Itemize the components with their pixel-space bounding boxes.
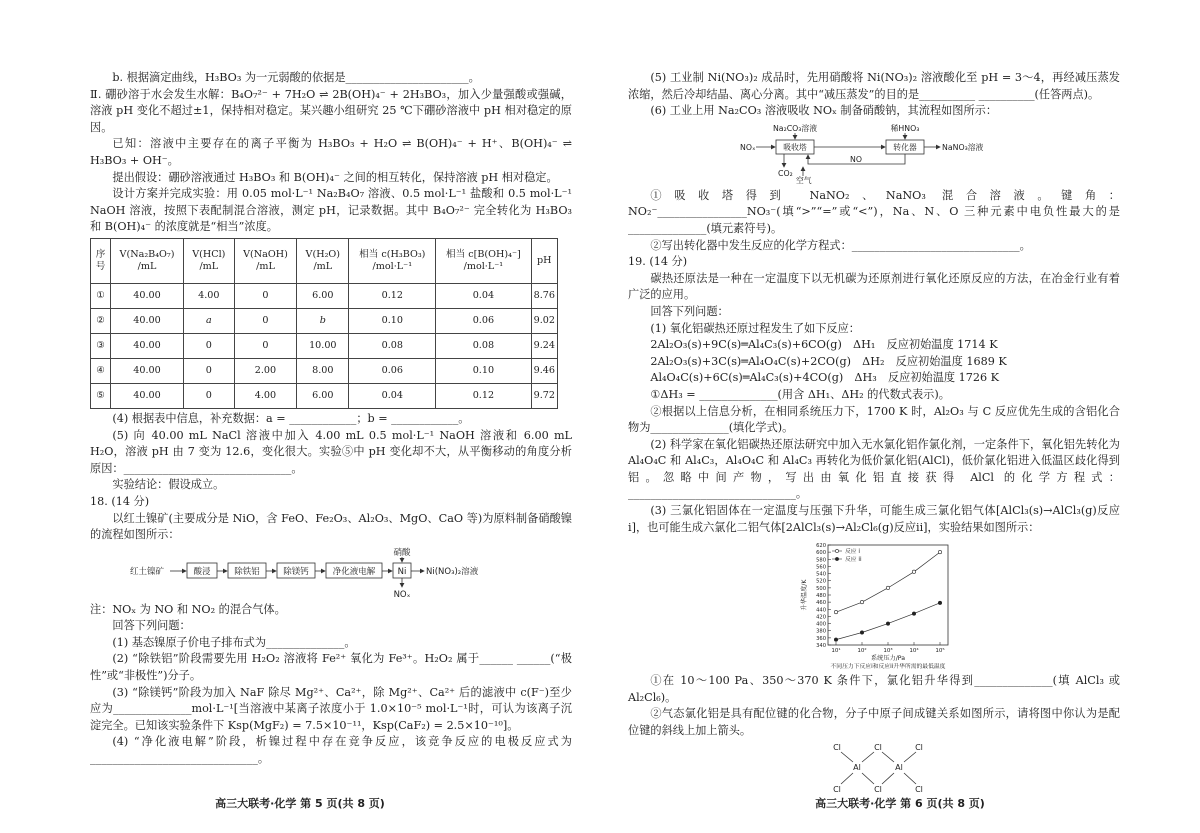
table-header: 序号 xyxy=(91,238,111,283)
footer-left: 高三大联考·化学 第 5 页(共 8 页) xyxy=(215,797,385,810)
data-point xyxy=(912,612,915,615)
table-cell: 40.00 xyxy=(111,358,184,383)
atom-cl: Cl xyxy=(833,742,841,752)
flow-box2-top-label: 稀HNO₃ xyxy=(890,123,920,133)
table-row xyxy=(91,308,558,333)
table-cell: 0.04 xyxy=(436,283,531,308)
y-tick-label: 460 xyxy=(816,600,826,607)
table-header: V(NaOH) /mL xyxy=(234,238,296,283)
table-header: pH xyxy=(531,238,557,283)
left-q4: (4) 根据表中信息，补充数据：a = ____________；b = ____________。 xyxy=(112,411,470,425)
left-note: 注：NOₓ 为 NO 和 NO₂ 的混合气体。 xyxy=(90,602,286,616)
left-answer-intro: 回答下列问题： xyxy=(112,619,191,633)
left-q5: (5) 向 40.00 mL NaCl 溶液中加入 4.00 mL 0.5 mol·L⁻¹ NaOH 溶液和 6.00 mL H₂O，溶液 pH 由 7 变为 12.6，变化很大。实验⑤中 pH 变化却不大，从平衡移动的角度分析原因：______________________________。 xyxy=(90,428,572,475)
flow-step: 净化液电解 xyxy=(332,566,376,577)
x-tick-label: 10⁵ xyxy=(935,648,945,655)
table-row xyxy=(91,333,558,358)
flow-top-label: 硝酸 xyxy=(393,547,411,558)
table-cell: 4.00 xyxy=(234,383,296,408)
y-axis-label: 升华温度/K xyxy=(801,579,808,611)
table-header: V(HCl) /mL xyxy=(183,238,234,283)
y-tick-label: 380 xyxy=(816,628,826,635)
legend-label: 反应 i xyxy=(845,549,861,556)
right-q19-1-1: ①ΔH₃ = ______________(用含 ΔH₁、ΔH₂ 的代数式表示)。 xyxy=(650,387,950,401)
right-q18-6-2: ②写出转化器中发生反应的化学方程式：______________________________。 xyxy=(650,238,1031,252)
table-cell: 40.00 xyxy=(111,283,184,308)
x-tick-label: 10³ xyxy=(883,648,893,655)
table-cell: a xyxy=(183,308,234,333)
table-row xyxy=(91,358,558,383)
table-cell: 2.00 xyxy=(234,358,296,383)
sublimation-chart-wrap xyxy=(628,539,1120,673)
table-cell: 40.00 xyxy=(111,383,184,408)
data-point xyxy=(938,601,941,604)
left-q18-2: (2) “除铁铝”阶段需要先用 H₂O₂ 溶液将 Fe²⁺ 氧化为 Fe³⁺。H₂O₂ 属于______ ______(“极性”或“非极性”)分子。 xyxy=(90,652,572,683)
table-cell: b xyxy=(297,308,349,333)
nitrate-flowchart xyxy=(628,123,1118,185)
atom-cl: Cl xyxy=(874,742,882,752)
flow-start-label: 红土镍矿 xyxy=(130,566,165,577)
y-tick-label: 520 xyxy=(816,578,826,585)
nickel-flowchart xyxy=(90,547,560,599)
flow-out-label: NaNO₃溶液 xyxy=(942,142,984,152)
equation-2: 2Al₂O₃(s)+3C(s)═Al₄O₄C(s)+2CO(g) ΔH₂ 反应初始温度 1689 K xyxy=(650,354,1007,368)
y-tick-label: 600 xyxy=(816,550,826,557)
left-line-4: 提出假设：硼砂溶液通过 H₃BO₃ 和 B(OH)₄⁻ 之间的相互转化，保持溶液 pH 相对稳定。 xyxy=(112,170,558,184)
y-tick-label: 420 xyxy=(816,614,826,621)
atom-cl: Cl xyxy=(915,784,923,794)
table-cell: 0.06 xyxy=(436,308,531,333)
table-cell: 0 xyxy=(183,333,234,358)
table-cell: 9.46 xyxy=(531,358,557,383)
table-cell: 0.08 xyxy=(349,333,436,358)
table-cell: 0 xyxy=(183,358,234,383)
y-tick-label: 400 xyxy=(816,621,826,628)
atom-cl: Cl xyxy=(915,742,923,752)
left-q18-4: (4) “净化液电解”阶段，析镍过程中存在竞争反应，该竞争反应的电极反应式为______________________________。 xyxy=(90,735,572,766)
left-q18-3: (3) “除镁钙”阶段为加入 NaF 除尽 Mg²⁺、Ca²⁺，除 Mg²⁺、Ca²⁺ 后的滤液中 c(F⁻)至少应为______________mol·L⁻¹[当溶液中某离子浓度小于 1.0×10⁻⁵ mol·L⁻¹时，可认为该离子沉淀完全。已知该实验条件下 Ksp(MgF₂) = 7.5×10⁻¹¹，Ksp(CaF₂) = 2.5×10⁻¹⁰]。 xyxy=(90,685,572,732)
data-point xyxy=(886,622,889,625)
atom-cl: Cl xyxy=(833,784,841,794)
right-q19-1-2: ②根据以上信息分析，在相同系统压力下，1700 K 时，Al₂O₃ 与 C 反应优先生成的含铝化合物为______________(填化学式)。 xyxy=(628,404,1120,435)
x-tick-label: 10¹ xyxy=(831,648,841,655)
flow-end-label: Ni(NO₃)₂溶液 xyxy=(426,566,479,577)
right-q18-6: (6) 工业上用 Na₂CO₃ 溶液吸收 NOₓ 制备硝酸钠，其流程如图所示： xyxy=(650,104,998,118)
x-tick-label: 10² xyxy=(857,648,867,655)
atom-al: Al xyxy=(895,762,903,772)
data-point xyxy=(860,601,863,604)
question-19-heading: 19. (14 分) xyxy=(628,255,688,269)
y-tick-label: 360 xyxy=(816,636,826,643)
series-line xyxy=(836,603,940,640)
x-axis-label: 系统压力/Pa xyxy=(870,655,906,663)
left-q18-1: (1) 基态镍原子价电子排布式为______________。 xyxy=(112,635,356,649)
table-cell: 9.02 xyxy=(531,308,557,333)
table-cell: 0.06 xyxy=(349,358,436,383)
right-q18-5: (5) 工业制 Ni(NO₃)₂ 成品时，先用硝酸将 Ni(NO₃)₂ 溶液酸化至 pH = 3～4，再经减压蒸发浓缩，然后冷却结晶、离心分离。其中“减压蒸发”的目的是__________ __________(任答两点)。 xyxy=(628,71,1120,101)
table-cell: 0 xyxy=(234,333,296,358)
table-cell: 0 xyxy=(183,383,234,408)
data-point xyxy=(860,631,863,634)
question-18-heading: 18. (14 分) xyxy=(90,494,150,508)
flow-bottom-label: NOₓ xyxy=(393,589,411,599)
table-cell: ① xyxy=(91,283,111,308)
table-cell: 0.04 xyxy=(349,383,436,408)
flow-box-absorber: 吸收塔 xyxy=(783,142,807,152)
flow-step: 除铁铝 xyxy=(234,566,260,577)
flow-loop-label: NO xyxy=(850,154,862,164)
table-cell: ② xyxy=(91,308,111,333)
data-point xyxy=(912,570,915,573)
flow-step: 除镁钙 xyxy=(283,566,309,577)
data-point xyxy=(938,551,941,554)
table-cell: 9.72 xyxy=(531,383,557,408)
y-tick-label: 580 xyxy=(816,557,826,564)
flow-box-converter: 转化器 xyxy=(893,142,917,152)
y-tick-label: 500 xyxy=(816,586,826,593)
page-right xyxy=(600,0,1200,833)
right-answer-intro: 回答下列问题： xyxy=(650,304,729,318)
table-header-row xyxy=(91,238,558,283)
legend-marker xyxy=(835,550,838,553)
left-line-2: Ⅱ. 硼砂溶于水会发生水解：B₄O₇²⁻ + 7H₂O ⇌ 2B(OH)₄⁻ + 2H₃BO₃，加入少量强酸或强碱，溶液 pH 变化不超过±1，保持相对稳定。某兴趣小组研究 25 ℃下硼砂溶液中 pH 相对稳定的原因。 xyxy=(90,87,572,134)
chart-caption: 不同压力下反应i和反应ii升华所需的最低温度 xyxy=(830,664,946,670)
legend-label: 反应 ii xyxy=(845,557,862,564)
right-q19-3-1: ①在 10～100 Pa、350～370 K 条件下，氯化铝升华得到______________(填 AlCl₃ 或 Al₂Cl₆)。 xyxy=(628,674,1120,704)
table-cell: 40.00 xyxy=(111,333,184,358)
left-line-3: 已知：溶液中主要存在的离子平衡为 H₃BO₃ + H₂O ⇌ B(OH)₄⁻ + H⁺、B(OH)₄⁻ ⇌ H₃BO₃ + OH⁻。 xyxy=(90,137,572,167)
table-cell: 0.08 xyxy=(436,333,531,358)
right-q19-3-2: ②气态氯化铝是具有配位键的化合物，分子中原子间成键关系如图所示，请将图中你认为是配位键的斜线上加上箭头。 xyxy=(628,707,1120,738)
flow-bottom-label-2: 空气 xyxy=(796,175,812,185)
flow-step: 酸浸 xyxy=(193,566,211,577)
y-tick-label: 540 xyxy=(816,571,826,578)
right-q19-3: (3) 三氯化铝固体在一定温度与压强下升华，可能生成三氯化铝气体[AlCl₃(s)→AlCl₃(g)反应i]，也可能生成六氯化二铝气体[2AlCl₃(s)→Al₂Cl₆(g)反应ii]，实验结果如图所示： xyxy=(628,504,1120,534)
flow-step: Ni xyxy=(397,566,407,577)
flow-in-label: NOₓ xyxy=(740,142,756,152)
table-header: V(H₂O) /mL xyxy=(297,238,349,283)
equation-1: 2Al₂O₃(s)+9C(s)═Al₄C₃(s)+6CO(g) ΔH₁ 反应初始温度 1714 K xyxy=(650,338,998,352)
footer-right: 高三大联考·化学 第 6 页(共 8 页) xyxy=(815,797,985,810)
table-cell: 0 xyxy=(234,283,296,308)
table-cell: 0.10 xyxy=(436,358,531,383)
flow-bottom-label-1: CO₂ xyxy=(778,168,793,178)
table-cell: 8.76 xyxy=(531,283,557,308)
question-19-intro: 碳热还原法是一种在一定温度下以无机碳为还原剂进行氧化还原反应的方法，在冶金行业有着广泛的应用。 xyxy=(628,271,1120,302)
table-cell: ⑤ xyxy=(91,383,111,408)
data-point xyxy=(834,611,837,614)
table-cell: ③ xyxy=(91,333,111,358)
y-tick-label: 560 xyxy=(816,564,826,571)
left-line-1: b. 根据滴定曲线，H₃BO₃ 为一元弱酸的依据是______________________。 xyxy=(112,71,480,84)
table-header: V(Na₂B₄O₇) /mL xyxy=(111,238,184,283)
y-tick-label: 440 xyxy=(816,607,826,614)
equation-3: Al₄O₄C(s)+6C(s)═Al₄C₃(s)+4CO(g) ΔH₃ 反应初始温度 1726 K xyxy=(650,371,1000,385)
data-point xyxy=(886,586,889,589)
x-tick-label: 10⁴ xyxy=(909,648,919,655)
al2cl6-structure xyxy=(823,742,933,794)
right-q19-2: (2) 科学家在氧化铝碳热还原法研究中加入无水氯化铝作氯化剂，一定条件下，氧化铝先转化为 Al₄O₄C 和 Al₄C₃，Al₄O₄C 和 Al₄C₃ 再转化为低价氯化铝(AlCl)，低价氯化铝进入低温区歧化得到铝。忽略中间产物，写出由氧化铝直接获得 AlCl 的化学方程式：______________________________。 xyxy=(628,437,1120,501)
experiment-table xyxy=(90,238,558,409)
table-cell: 0.10 xyxy=(349,308,436,333)
y-tick-label: 480 xyxy=(816,593,826,600)
table-cell: 9.24 xyxy=(531,333,557,358)
legend-marker xyxy=(835,558,838,561)
table-row xyxy=(91,283,558,308)
right-q18-6-1: ①吸收塔得到 NaNO₂、NaNO₃ 混合溶液。键角：NO₂⁻________________NO₃⁻(填“>”“=”或“<”)，Na、N、O 三种元素中电负性最大的是______________(填元素符号)。 xyxy=(628,188,1120,235)
table-row xyxy=(91,383,558,408)
table-cell: 10.00 xyxy=(297,333,349,358)
question-18-intro: 以红土镍矿(主要成分是 NiO，含 FeO、Fe₂O₃、Al₂O₃、MgO、CaO 等)为原料制备硝酸镍的流程如图所示： xyxy=(90,511,572,542)
right-q19-1: (1) 氧化铝碳热还原过程发生了如下反应： xyxy=(650,321,860,335)
data-point xyxy=(834,638,837,641)
left-conclusion: 实验结论：假设成立。 xyxy=(112,478,225,492)
table-cell: 6.00 xyxy=(297,283,349,308)
table-cell: ④ xyxy=(91,358,111,383)
atom-cl: Cl xyxy=(874,784,882,794)
table-cell: 0.12 xyxy=(436,383,531,408)
table-cell: 0 xyxy=(234,308,296,333)
left-line-5: 设计方案并完成实验：用 0.05 mol·L⁻¹ Na₂B₄O₇ 溶液、0.5 mol·L⁻¹ 盐酸和 0.5 mol·L⁻¹ NaOH 溶液，按照下表配制混合溶液，测定 pH，记录数据。其中 B₄O₇²⁻ 完全转化为 H₃BO₃ 和 B(OH)₄⁻ 的浓度就是“相当”浓度。 xyxy=(90,187,572,234)
atom-al: Al xyxy=(853,762,861,772)
table-header: 相当 c(H₃BO₃) /mol·L⁻¹ xyxy=(349,238,436,283)
sublimation-chart xyxy=(628,539,1118,669)
flow-box1-top-label: Na₂CO₃溶液 xyxy=(772,123,818,133)
table-header: 相当 c[B(OH)₄⁻] /mol·L⁻¹ xyxy=(436,238,531,283)
table-cell: 6.00 xyxy=(297,383,349,408)
table-cell: 40.00 xyxy=(111,308,184,333)
y-tick-label: 620 xyxy=(816,543,826,550)
y-tick-label: 340 xyxy=(816,643,826,650)
table-cell: 8.00 xyxy=(297,358,349,383)
table-cell: 4.00 xyxy=(183,283,234,308)
table-cell: 0.12 xyxy=(349,283,436,308)
